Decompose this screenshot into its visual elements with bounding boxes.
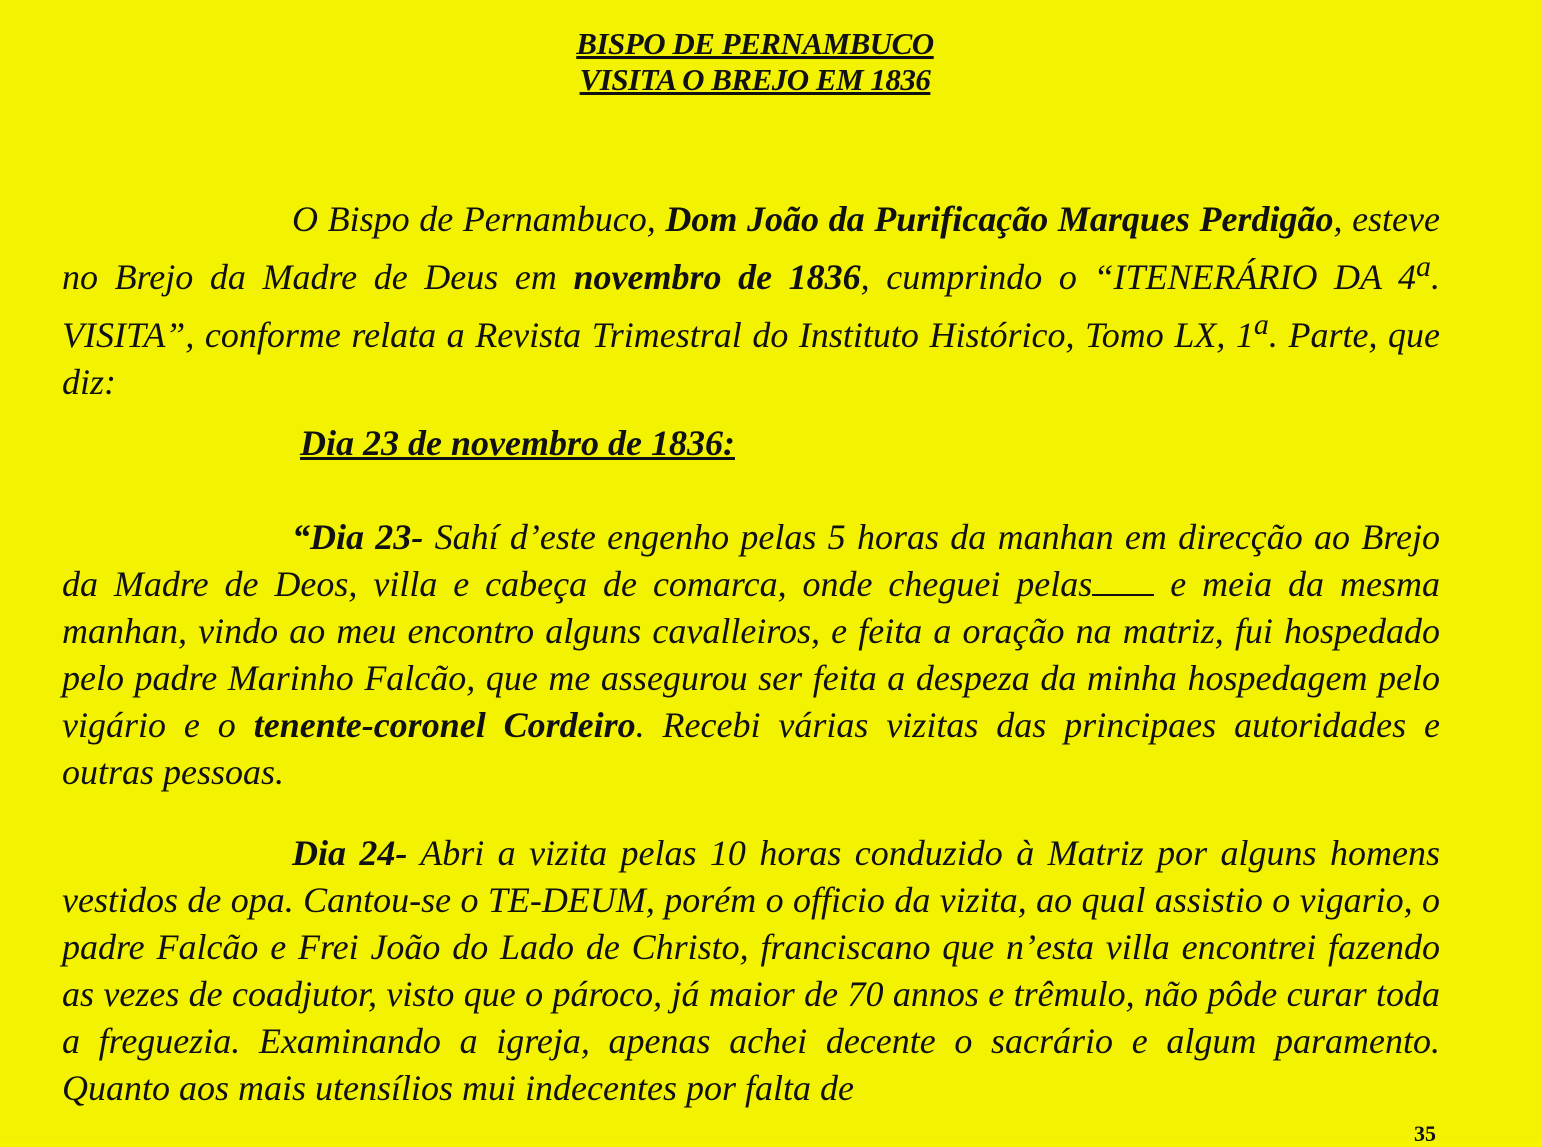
document-title-line-1: BISPO DE PERNAMBUCO bbox=[576, 26, 934, 61]
page-number: 35 bbox=[1414, 1121, 1436, 1146]
day-23-paragraph: “Dia 23- Sahí d’este engenho pelas 5 horas da manhan em direcção ao Brejo da Madre de Deos, villa e cabeça de comarca, onde cheguei pelas e meia da mesma manhan, vindo ao meu encontro alguns cavalleiros, e feita a oração na matriz, fui hospedado pelo padre Marinho Falcão, que me assegurou ser feita a despeza da minha hospedagem pelo vigário e o tenente-coronel Cordeiro. Recebi várias vizitas das principaes autoridades e outras pessoas. bbox=[62, 517, 1441, 792]
blank-line bbox=[1092, 568, 1154, 596]
intro-paragraph: O Bispo de Pernambuco, Dom João da Purificação Marques Perdigão, esteve no Brejo da Madre de Deus em novembro de 1836, cumprindo o “ITENERÁRIO DA 4$^a$. VISITA”, conforme relata a Revista Trimestral do Instituto Histórico, Tomo LX, 1$^a$. Parte, que diz: bbox=[62, 199, 1440, 402]
section-heading: Dia 23 de novembro de 1836: bbox=[300, 423, 735, 463]
day-24-paragraph: Dia 24- Abri a vizita pelas 10 horas conduzido à Matriz por alguns homens vestidos de opa. Cantou-se o TE-DEUM, porém o officio da vizita, ao qual assistio o vigario, o padre Falcão e Frei João do Lado de Christo, franciscano que n’esta villa encontrei fazendo as vezes de coadjutor, visto que o pároco, já maior de 70 annos e trêmulo, não pôde curar toda a freguezia. Examinando a igreja, apenas achei decente o sacrário e algum paramento. Quanto aos mais utensílios mui indecentes por falta de bbox=[62, 833, 1440, 1108]
document-title-line-2: VISITA O BREJO EM 1836 bbox=[579, 62, 931, 97]
